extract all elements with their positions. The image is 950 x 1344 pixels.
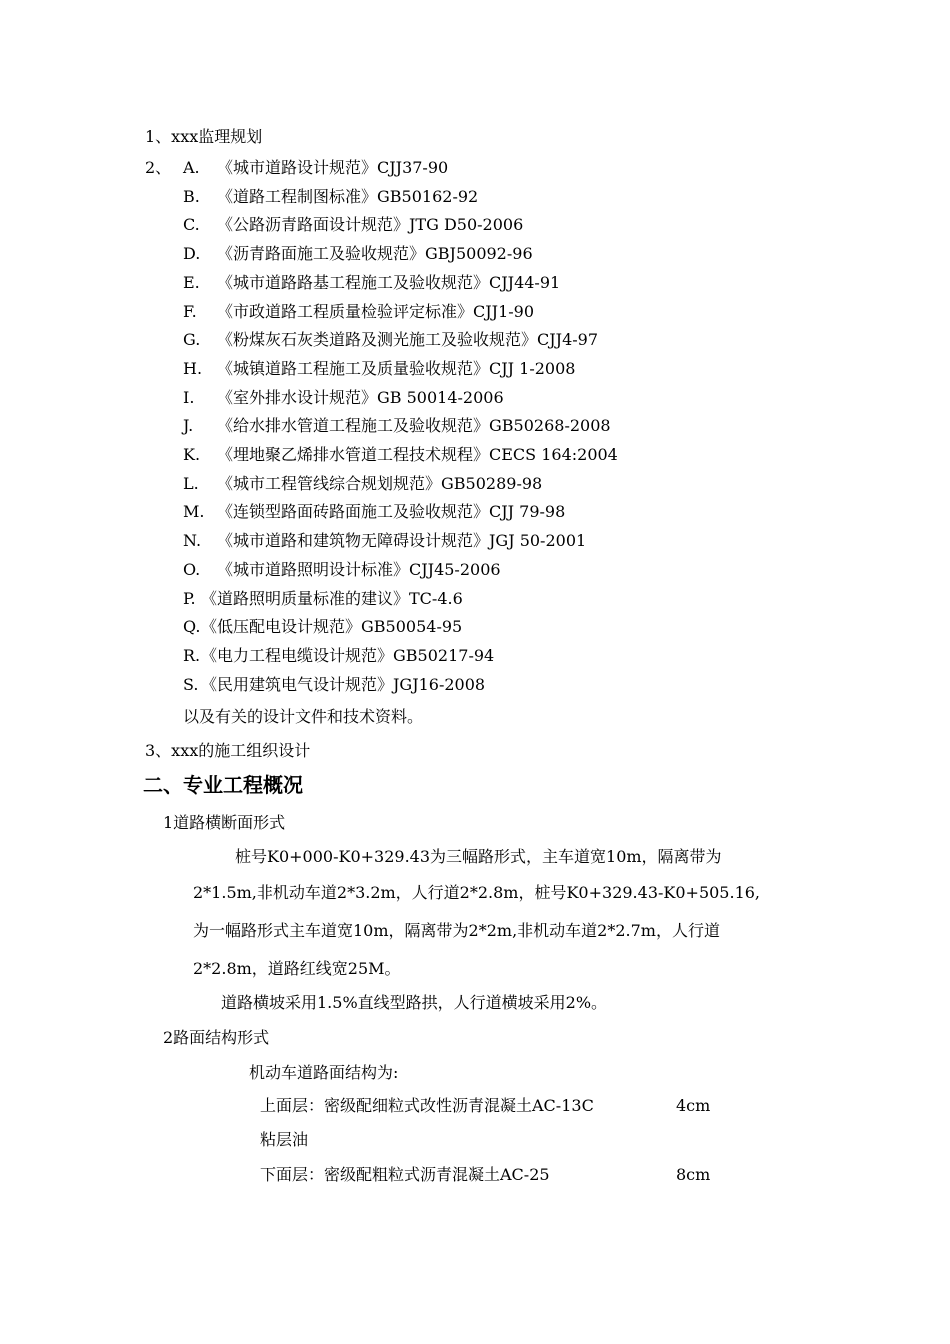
reference-text: 《市政道路工程质量检验评定标准》CJJ1-90 (217, 302, 535, 321)
reference-item (183, 273, 560, 293)
reference-item: Q.《低压配电设计规范》GB50054-95 (183, 617, 463, 636)
cross-section-paragraph-line-1: 桩号K0+000-K0+329.43为三幅路形式，主车道宽10m，隔离带为 (235, 847, 722, 866)
reference-text: 《埋地聚乙烯排水管道工程技术规程》CECS 164:2004 (217, 445, 618, 464)
reference-letter: L. (183, 474, 199, 493)
reference-text: 《城镇道路工程施工及质量验收规范》CJJ 1-2008 (217, 359, 576, 378)
reference-text: 《粉煤灰石灰类道路及测光施工及验收规范》CJJ4-97 (217, 330, 599, 349)
subsection-1-title: 1道路横断面形式 (163, 813, 286, 832)
reference-letter: N. (183, 531, 202, 550)
basis-item-2-number: 2、 (145, 158, 172, 177)
cross-section-paragraph-line-3: 为一幅路形式主车道宽10m，隔离带为2*2m,非机动车道2*2.7m，人行道 (193, 921, 720, 940)
pavement-layer-thickness: 8cm (676, 1165, 711, 1184)
cross-section-paragraph-line-2: 2*1.5m,非机动车道2*3.2m，人行道2*2.8m，桩号K0+329.43-K0+505.16, (193, 883, 761, 902)
cross-slope-paragraph: 道路横坡采用1.5%直线型路拱，人行道横坡采用2%。 (221, 993, 608, 1012)
reference-text: 《城市道路路基工程施工及验收规范》CJJ44-91 (217, 273, 561, 292)
reference-item (183, 244, 533, 264)
reference-item (183, 302, 534, 322)
reference-letter: H. (183, 359, 203, 378)
reference-letter: O. (183, 560, 201, 579)
also-documents-line: 以及有关的设计文件和技术资料。 (183, 707, 424, 726)
reference-letter: C. (183, 215, 200, 234)
reference-text: 《城市工程管线综合规划规范》GB50289-98 (217, 474, 543, 493)
reference-text: 《给水排水管道工程施工及验收规范》GB50268-2008 (217, 416, 611, 435)
reference-text: 《沥青路面施工及验收规范》GBJ50092-96 (217, 244, 533, 263)
pavement-layer-name: 上面层：密级配细粒式改性沥青混凝土AC-13C (260, 1096, 594, 1115)
reference-letter: I. (183, 388, 195, 407)
reference-letter: M. (183, 502, 205, 521)
reference-letter: E. (183, 273, 200, 292)
reference-item (183, 359, 575, 379)
reference-item (183, 502, 565, 522)
reference-item: R.《电力工程电缆设计规范》GB50217-94 (183, 646, 495, 665)
pavement-structure-intro: 机动车道路面结构为: (249, 1063, 399, 1082)
reference-item (183, 445, 618, 465)
reference-item (183, 187, 478, 207)
subsection-2-title: 2路面结构形式 (163, 1028, 270, 1047)
reference-text: 《道路工程制图标准》GB50162-92 (217, 187, 479, 206)
reference-text: 《民用建筑电气设计规范》JGJ16-2008 (201, 675, 486, 694)
reference-letter: G. (183, 330, 201, 349)
cross-section-paragraph-line-4: 2*2.8m，道路红线宽25M。 (193, 959, 401, 978)
reference-text: 《城市道路和建筑物无障碍设计规范》JGJ 50-2001 (217, 531, 587, 550)
reference-letter: K. (183, 445, 201, 464)
reference-item (183, 330, 598, 350)
section-heading: 二、专业工程概况 (143, 773, 303, 797)
reference-item (183, 158, 448, 178)
reference-item: S. 《民用建筑电气设计规范》JGJ16-2008 (183, 675, 486, 694)
reference-item (183, 416, 611, 436)
reference-text: 《城市道路设计规范》CJJ37-90 (217, 158, 449, 177)
pavement-layer-thickness: 4cm (676, 1096, 711, 1115)
pavement-layer-name: 粘层油 (260, 1130, 309, 1149)
reference-text: 《连锁型路面砖路面施工及验收规范》CJJ 79-98 (217, 502, 566, 521)
reference-letter: D. (183, 244, 201, 263)
reference-text: 《电力工程电缆设计规范》GB50217-94 (201, 646, 495, 665)
reference-item (183, 215, 523, 235)
reference-letter: J. (183, 416, 194, 435)
reference-text: 《道路照明质量标准的建议》TC-4.6 (201, 589, 463, 608)
pavement-layer-name: 下面层：密级配粗粒式沥青混凝土AC-25 (260, 1165, 550, 1184)
basis-item-1: 1、xxx监理规划 (145, 127, 263, 146)
reference-text: 《低压配电设计规范》GB50054-95 (201, 617, 463, 636)
basis-item-3: 3、xxx的施工组织设计 (145, 741, 311, 760)
reference-text: 《室外排水设计规范》GB 50014-2006 (217, 388, 504, 407)
reference-letter: B. (183, 187, 200, 206)
reference-text: 《城市道路照明设计标准》CJJ45-2006 (217, 560, 501, 579)
reference-text: 《公路沥青路面设计规范》JTG D50-2006 (217, 215, 524, 234)
reference-item (183, 560, 501, 580)
reference-item (183, 531, 586, 551)
reference-letter: F. (183, 302, 197, 321)
reference-item (183, 474, 542, 494)
reference-item: P. 《道路照明质量标准的建议》TC-4.6 (183, 589, 463, 608)
reference-item (183, 388, 504, 408)
reference-letter: A. (183, 158, 200, 177)
